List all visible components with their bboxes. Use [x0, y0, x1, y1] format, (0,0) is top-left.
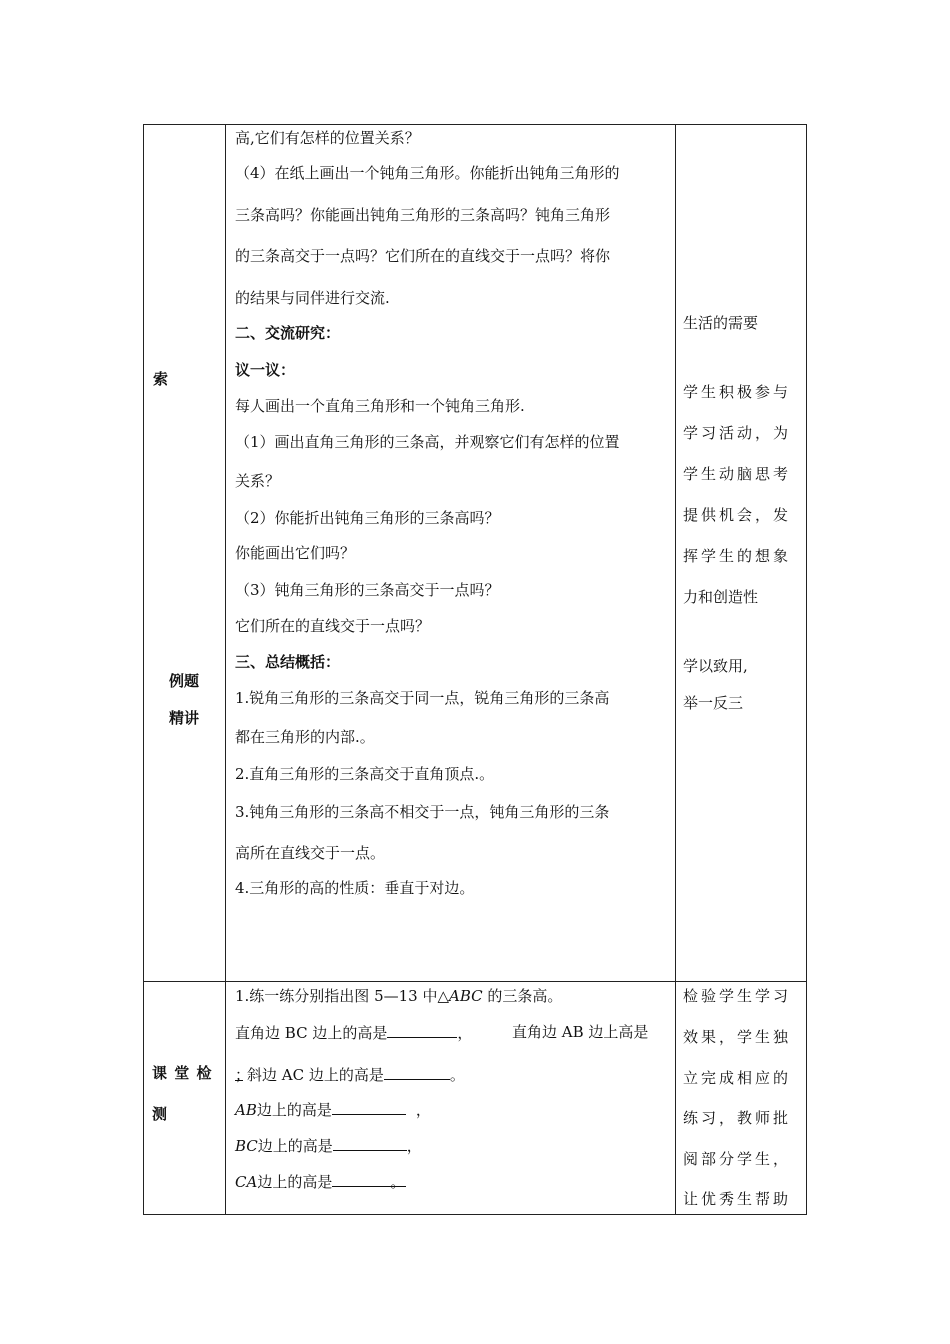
content-line: 的三条高交于一点吗？它们所在的直线交于一点吗？将你	[235, 247, 611, 265]
answer-blank-bc[interactable]	[387, 1022, 457, 1038]
section-label-ketang: 课 堂 检	[152, 1064, 213, 1082]
summary-line: 都在三角形的内部.。	[235, 728, 375, 746]
content-line: （4）在纸上画出一个钝角三角形。你能折出钝角三角形的	[235, 164, 620, 182]
teaching-note: 力和创造性	[683, 588, 759, 606]
teaching-note: 提供机会，发	[683, 506, 792, 524]
content-line: 它们所在的直线交于一点吗？	[235, 617, 431, 635]
content-line: 的结果与同伴进行交流.	[235, 289, 390, 307]
summary-line: 2.直角三角形的三条高交于直角顶点.。	[235, 765, 495, 783]
practice-note: 练习，教师批	[683, 1109, 792, 1127]
section-heading: 三、总结概括：	[235, 653, 341, 671]
summary-line: 4.三角形的高的性质：垂直于对边。	[235, 879, 475, 897]
practice-note: 让优秀生帮助	[683, 1190, 792, 1208]
teaching-note: 学生积极参与	[683, 383, 792, 401]
content-line: 关系？	[235, 472, 281, 490]
fill-in-line: BC边上的高是 ，	[235, 1137, 422, 1155]
fill-in-line: 直角边 BC 边上的高是 ，	[235, 1024, 473, 1042]
triangle-name: ABC	[449, 987, 483, 1005]
teaching-note: 学以致用,	[683, 657, 748, 675]
summary-line: 高所在直线交于一点。	[235, 844, 386, 862]
table-top-border	[143, 124, 807, 125]
practice-note: 阅部分学生，	[683, 1150, 792, 1168]
answer-blank-ab-continued[interactable]: ；	[235, 1066, 251, 1084]
content-line: 每人画出一个直角三角形和一个钝角三角形.	[235, 397, 525, 415]
section-label-jingjiang: 精讲	[169, 709, 200, 727]
content-line: （1）画出直角三角形的三条高，并观察它们有怎样的位置	[235, 433, 620, 451]
content-line: 三条高吗？你能画出钝角三角形的三条高吗？钝角三角形	[235, 206, 611, 224]
practice-question	[235, 986, 562, 1006]
fill-in-line: 直角边 AB 边上高是	[512, 1023, 649, 1041]
content-line: （3）钝角三角形的三条高交于一点吗？	[235, 581, 500, 599]
content-line: 高,它们有怎样的位置关系？	[235, 129, 420, 147]
fill-in-line: ；斜边 AC 边上的高是 。	[235, 1066, 465, 1084]
practice-question-text: 的三条高。	[482, 987, 563, 1005]
practice-note: 立完成相应的	[683, 1069, 792, 1087]
table-row-divider	[143, 981, 807, 982]
teaching-note: 学生动脑思考	[683, 465, 792, 483]
practice-note: 检验学生学习	[683, 987, 792, 1005]
table-col-divider-2	[675, 124, 676, 1215]
answer-blank-bc-2[interactable]	[333, 1135, 407, 1151]
teaching-note: 学习活动，为	[683, 424, 792, 442]
teaching-note: 举一反三	[683, 694, 744, 712]
section-heading: 议一议：	[235, 361, 296, 379]
table-bottom-border	[143, 1214, 807, 1215]
answer-blank-ab[interactable]	[332, 1099, 406, 1115]
table-left-border	[143, 124, 144, 1215]
teaching-note: 生活的需要	[683, 314, 759, 332]
summary-line: 3.钝角三角形的三条高不相交于一点，钝角三角形的三条	[235, 803, 610, 821]
content-line: 你能画出它们吗？	[235, 544, 356, 562]
answer-blank-ac[interactable]	[384, 1064, 450, 1080]
section-label-ce: 测	[152, 1105, 168, 1123]
practice-question-text: 1.练一练分别指出图 5—13 中△	[235, 987, 450, 1005]
content-line: （2）你能折出钝角三角形的三条高吗？	[235, 509, 500, 527]
section-label-liti: 例题	[169, 672, 200, 690]
section-heading: 二、交流研究：	[235, 324, 341, 342]
table-right-border	[806, 124, 807, 1215]
teaching-note: 挥学生的想象	[683, 547, 792, 565]
fill-in-line: AB边上的高是 ，	[235, 1101, 431, 1119]
fill-in-line: CA边上的高是 。	[235, 1173, 406, 1191]
table-col-divider-1	[225, 124, 226, 1215]
practice-note: 效果，学生独	[683, 1028, 792, 1046]
summary-line: 1.锐角三角形的三条高交于同一点，锐角三角形的三条高	[235, 689, 610, 707]
section-label-suo: 索	[153, 370, 169, 388]
